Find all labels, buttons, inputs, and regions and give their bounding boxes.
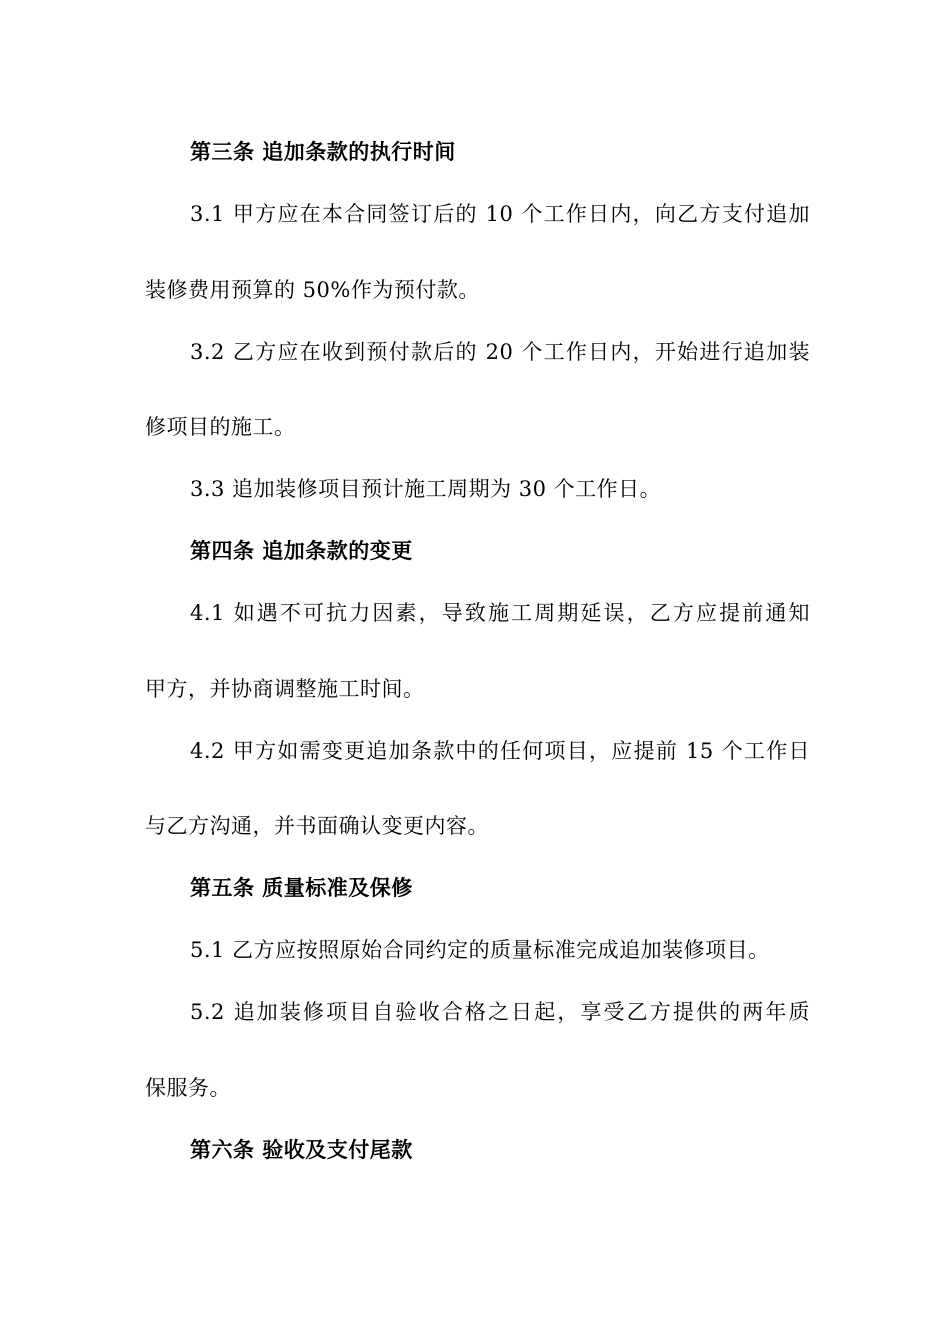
section-heading: 第五条 质量标准及保修 <box>190 875 413 900</box>
paragraph-line: 3.3 追加装修项目预计施工周期为 30 个工作日。 <box>190 477 662 501</box>
paragraph-line: 3.2 乙方应在收到预付款后的 20 个工作日内，开始进行追加装 <box>190 340 810 364</box>
paragraph-line: 5.2 追加装修项目自验收合格之日起，享受乙方提供的两年质 <box>190 1000 810 1024</box>
paragraph-line: 修项目的施工。 <box>145 415 296 439</box>
paragraph-line: 装修费用预算的 50%作为预付款。 <box>145 278 480 302</box>
paragraph-line: 3.1 甲方应在本合同签订后的 10 个工作日内，向乙方支付追加 <box>190 202 810 226</box>
paragraph-line: 与乙方沟通，并书面确认变更内容。 <box>145 814 489 838</box>
section-heading: 第四条 追加条款的变更 <box>190 538 413 563</box>
section-heading: 第六条 验收及支付尾款 <box>190 1137 413 1162</box>
section-heading: 第三条 追加条款的执行时间 <box>190 139 456 164</box>
paragraph-line: 5.1 乙方应按照原始合同约定的质量标准完成追加装修项目。 <box>190 938 770 962</box>
paragraph-line: 保服务。 <box>145 1076 231 1100</box>
paragraph-line: 甲方，并协商调整施工时间。 <box>145 677 425 701</box>
paragraph-line: 4.2 甲方如需变更追加条款中的任何项目，应提前 15 个工作日 <box>190 739 810 763</box>
paragraph-line: 4.1 如遇不可抗力因素，导致施工周期延误，乙方应提前通知 <box>190 601 810 625</box>
